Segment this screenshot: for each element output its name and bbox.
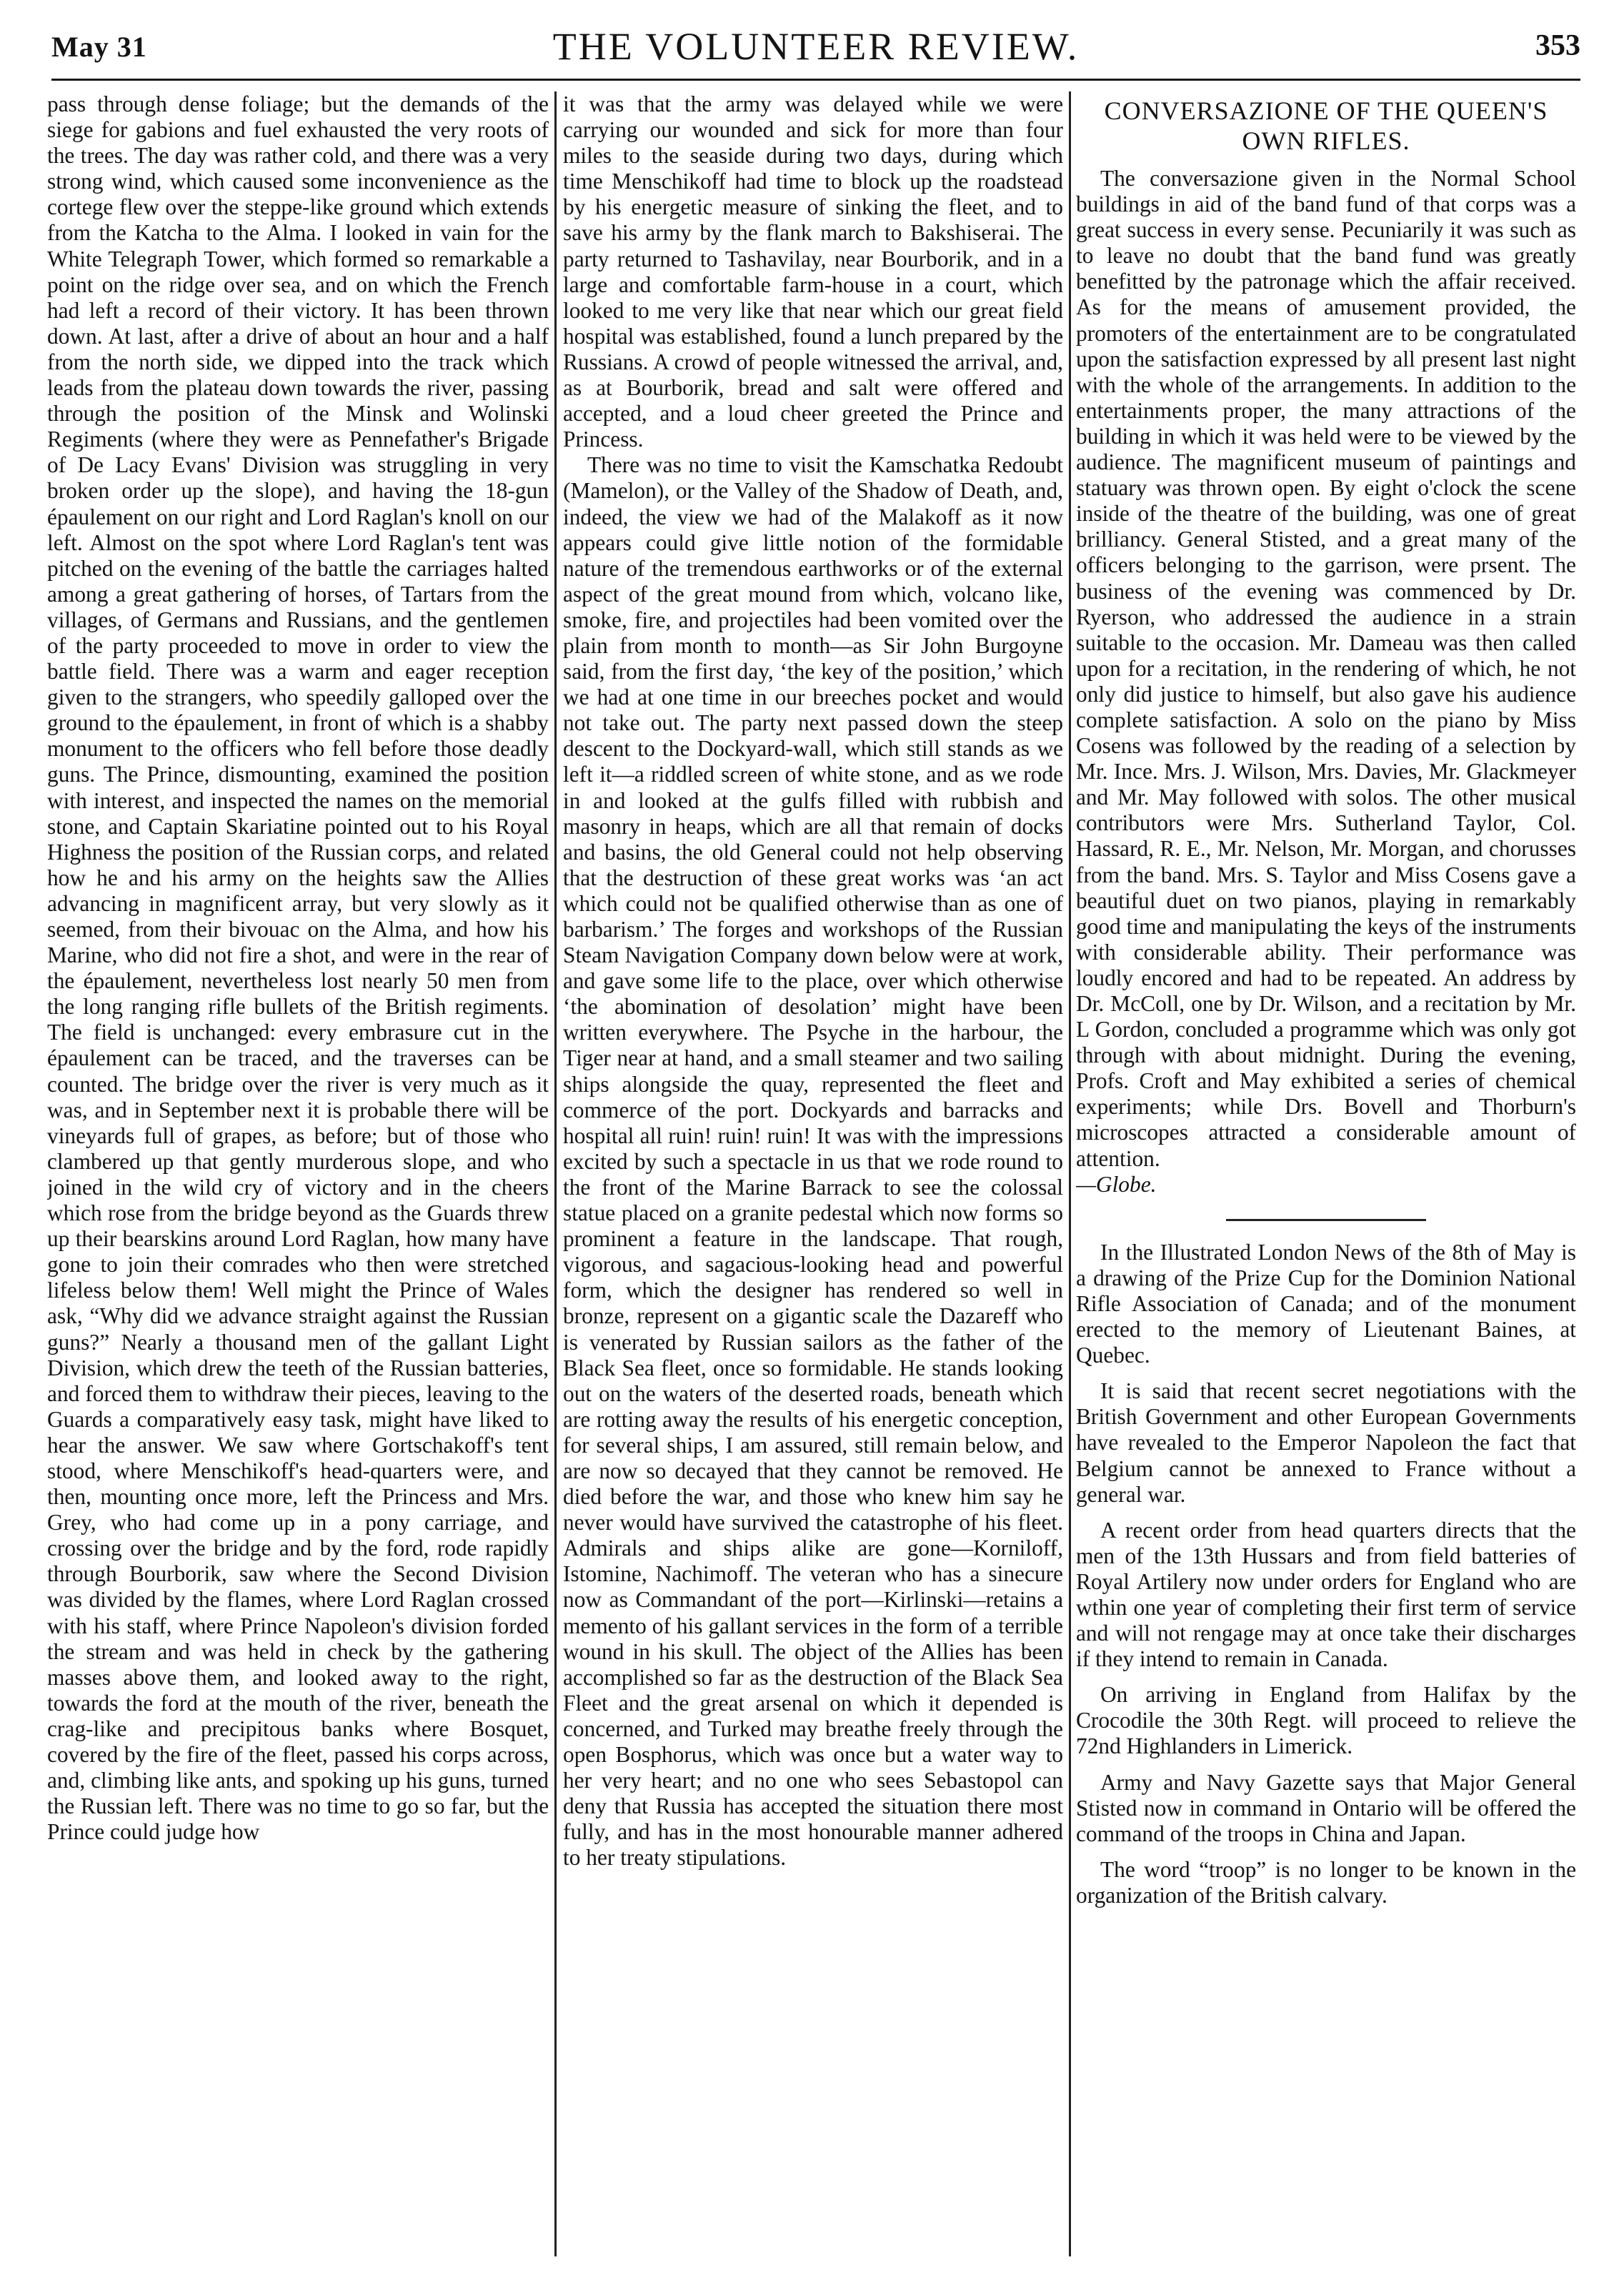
article-paragraph: There was no time to visit the Kamschatka Redoubt (Mamelon), or the Valley of the Shadow of Death, and, indeed, the view we had of the Malakoff as it now appears could give little notion of the formidable nature of the tremendous earthworks or of the external aspect of the great mound from which, volcano like, smoke, fire, and projectiles had been vomited over the plain from month to month—as Sir John Burgoyne said, from the first day, ‘the key of the position,’ which we had at one time in our breeches pocket and would not take out. The party next passed down the steep descent to the Dockyard-wall, which still stands as we left it—a riddled screen of white stone, and as we rode in and looked at the gulfs filled with rubbish and masonry in heaps, which are all that remain of docks and basins, the old General could not help observing that the destruction of these great works was ‘an act which could not be qualified otherwise than as one of barbarism.’ The forges and workshops of the Russian Steam Navigation Company down below were at work, and gave some life to the place, over which otherwise ‘the abomination of desolation’ might have been written everywhere. The Psyche in the harbour, the Tiger near at hand, and a small steamer and two sailing ships alongside the quay, represented the fleet and commerce of the port. Dockyards and barracks and hospital all ruin! ruin! ruin! It was with the impressions excited by such a spectacle in us that we rode round to the front of the Marine Barrack to see the colossal statue placed on a granite pedestal which now forms so prominent a feature in the landscape. That rough, vigorous, and sagacious-looking head and powerful form, which the designer has rendered so well in bronze, represent on a gigantic scale the Dazareff who is venerated by Russian sailors as the father of the Black Sea fleet, once so formidable. He stands looking out on the waters of the deserted roads, beneath which are rotting away the results of his energetic conception, for several ships, I am assured, still remain below, and are now so decayed that they cannot be removed. He died before the war, and those who knew him say he never would have survived the catastrophe of his fleet. Admirals and ships alike are gone—Korniloff, Istomine, Nachimoff. The veteran who has a sinecure now as Commandant of the port—Kirlinski—retains a memento of his gallant services in the form of a terrible wound in his skull. The object of the Allies has been accomplished so far as the destruction of the Black Sea Fleet and the great arsenal on which it depended is concerned, and Turked may breathe freely through the open Bosphorus, which was once but a water way to her very heart; and no one who sees Sebastopol can deny that Russia has accepted the situation there most fully, and has in the most honourable manner adhered to her treaty stipulations. xyxy=(563,452,1063,1871)
page-number: 353 xyxy=(1535,29,1580,62)
column-rule-right xyxy=(1069,91,1071,2256)
article-paragraph: it was that the army was delayed while we were carrying our wounded and sick for more than four miles to the seaside during two days, during which time Menschikoff had time to block up the roadstead by his energetic measure of sinking the fleet, and to save his army by the flank march to Bakshiserai. The party returned to Tashavilay, near Bourborik, and in a large and comfortable farm-house in a court, which looked to me very like that near which our great field hospital was established, found a lunch prepared by the Russians. A crowd of people witnessed the arrival, and, as at Bourborik, bread and salt were offered and accepted, and a loud cheer greeted the Prince and Princess. xyxy=(563,91,1063,452)
column-rule-left xyxy=(554,91,557,2256)
news-item: Army and Navy Gazette says that Major General Stisted now in command in Ontario will be offered the command of the troops in China and Japan. xyxy=(1076,1769,1576,1846)
column-right xyxy=(1076,91,1576,2256)
source-attribution: —Globe. xyxy=(1076,1171,1157,1197)
news-item: It is said that recent secret negotiations with the British Government and other European Governments have revealed to the Emperor Napoleon the fact that Belgium cannot be annexed to France without a general war. xyxy=(1076,1378,1576,1507)
issue-date: May 31 xyxy=(51,31,147,63)
section-divider xyxy=(1226,1219,1426,1221)
article-paragraph: pass through dense foliage; but the demands of the siege for gabions and fuel exhausted the very roots of the trees. The day was rather cold, and there was a very strong wind, which caused some inconvenience as the cortege flew over the steppe-like ground which extends from the Katcha to the Alma. I looked in vain for the White Telegraph Tower, which formed so remarkable a point on the ridge over sea, and on which the French had left a record of their victory. It has been thrown down. At last, after a drive of about an hour and a half from the north side, we dipped into the track which leads from the plateau down towards the river, passing through the position of the Minsk and Wolinski Regiments (where they were as Pennefather's Brigade of De Lacy Evans' Division was struggling in very broken order up the slope), and having the 18-gun épaulement on our right and Lord Raglan's knoll on our left. Almost on the spot where Lord Raglan's tent was pitched on the evening of the battle the carriages halted among a great gathering of horses, of Tartars from the villages, of Germans and Russians, and the gentlemen of the party proceeded to move in order to view the battle field. There was a warm and eager reception given to the strangers, who speedily galloped over the ground to the épaulement, in front of which is a shabby monument to the officers who fell before those deadly guns. The Prince, dismounting, examined the position with interest, and inspected the names on the memorial stone, and Captain Skariatine pointed out to his Royal Highness the position of the Russian corps, and related how he and his army on the heights saw the Allies advancing in magnificent array, but very slowly as it seemed, from their bivouac on the Alma, and how his Marine, who did not fire a shot, and were in the rear of the épaulement, nevertheless lost nearly 50 men from the long ranging rifle bullets of the British regiments. The field is unchanged: every embrasure cut in the épaulement can be traced, and the traverses can be counted. The bridge over the river is very much as it was, and in September next it is probable there will be vineyards full of grapes, as before; but of those who clambered up that gently murderous slope, and who joined in the wild cry of victory and in the cheers which rose from the bridge beyond as the Guards threw up their bearskins around Lord Raglan, how many have gone to join their comrades who then were stretched lifeless below them! Well might the Prince of Wales ask, “Why did we advance straight against the Russian guns?” Nearly a thousand men of the gallant Light Division, which drew the teeth of the Russian batteries, and forced them to withdraw their pieces, leaving to the Guards a comparatively easy task, might have liked to hear the answer. We saw where Gortschakoff's tent stood, where Menschikoff's head-quarters were, and then, mounting once more, left the Princess and Mrs. Grey, who had come up in a pony carriage, and crossing over the bridge and by the ford, rode rapidly through Bourborik, saw where the Second Division was divided by the flames, where Lord Raglan crossed with his staff, where Prince Napoleon's division forded the stream and was held in check by the gathering masses above them, and looked away to the right, towards the ford at the mouth of the river, beneath the crag-like and precipitous banks where Bosquet, covered by the fire of the fleet, passed his corps across, and, climbing like ants, and spoking up his guns, turned the Russian left. There was no time to go so far, but the Prince could judge how xyxy=(47,91,549,1845)
news-item: In the Illustrated London News of the 8th of May is a drawing of the Prize Cup for the Dominion National Rifle Association of Canada; and of the monument erected to the memory of Lieutenant Baines, at Quebec. xyxy=(1076,1239,1576,1368)
news-item: On arriving in England from Halifax by the Crocodile the 30th Regt. will proceed to relieve the 72nd Highlanders in Limerick. xyxy=(1076,1682,1576,1759)
column-left xyxy=(47,91,549,2256)
section-heading: CONVERSAZIONE OF THE QUEEN'S OWN RIFLES. xyxy=(1104,96,1548,155)
column-middle xyxy=(563,91,1063,2256)
masthead-title: THE VOLUNTEER REVIEW. xyxy=(552,25,1080,68)
running-head xyxy=(51,14,1580,81)
article-paragraph: The conversazione given in the Normal School buildings in aid of the band fund of that corps was a great success in every sense. Pecuniarily it was such as to leave no doubt that the band fund was greatly benefitted by the patronage which the affair received. As for the means of amusement provided, the promoters of the entertainment are to be congratulated upon the satisfaction expressed by all present last night with the whole of the arrangements. In addition to the entertainments proper, the many attractions of the building in which it was held were to be viewed by the audience. The magnificent museum of paintings and statuary was thrown open. By eight o'clock the scene inside of the theatre of the building, was one of great brilliancy. General Stisted, and a great many of the officers belonging to the garrison, were prsent. The business of the evening was commenced by Dr. Ryerson, who addressed the audience in a strain suitable to the occasion. Mr. Dameau was then called upon for a recitation, in the rendering of which, he not only did justice to himself, but also gave his audience complete satisfaction. A solo on the piano by Miss Cosens was followed by the reading of a selection by Mr. Ince. Mrs. J. Wilson, Mrs. Davies, Mr. Glackmeyer and Mr. May followed with solos. The other musical contributors were Mrs. Sutherland Taylor, Col. Hassard, R. E., Mr. Nelson, Mr. Morgan, and chorusses from the band. Mrs. S. Taylor and Miss Cosens gave a beautiful duet on two pianos, playing in remarkably good time and manipulating the keys of the instruments with considerable ability. Their performance was loudly encored and had to be repeated. An address by Dr. McColl, one by Dr. Wilson, and a recitation by Mr. L Gordon, concluded a programme which was only got through with about midnight. During the evening, Profs. Croft and May exhibited a series of chemical experiments; while Drs. Bovell and Thorburn's microscopes attracted a considerable amount of attention. xyxy=(1076,166,1576,1171)
news-item: A recent order from head quarters directs that the men of the 13th Hussars and from field batteries of Royal Artilery now under orders for England who are wthin one year of completing their first term of service and will not rengage may at once take their discharges if they intend to remain in Canada. xyxy=(1076,1517,1576,1672)
news-item: The word “troop” is no longer to be known in the organization of the British calvary. xyxy=(1076,1856,1576,1908)
